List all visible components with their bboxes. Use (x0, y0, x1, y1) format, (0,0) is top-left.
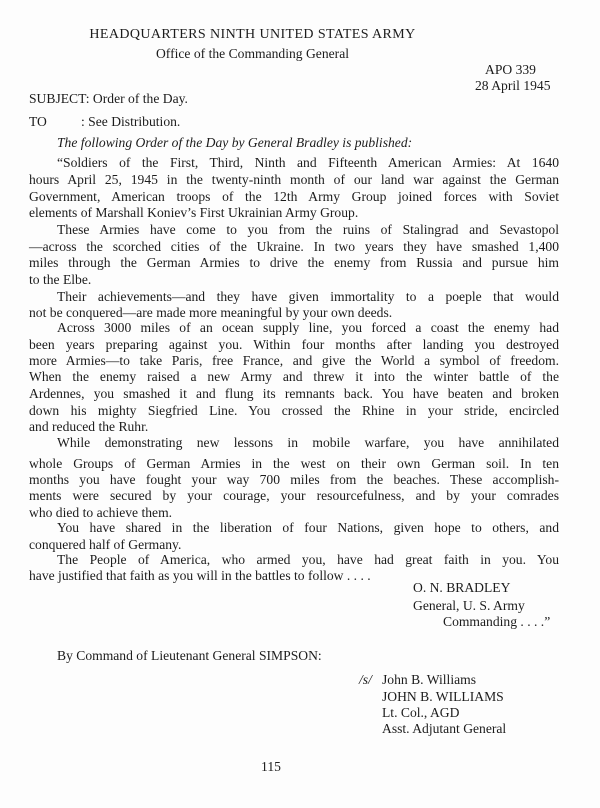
williams-signed-name: John B. Williams (382, 672, 476, 687)
williams-name: JOHN B. WILLIAMS (382, 689, 504, 704)
body-line: You have shared in the liberation of four Nations, given hope to others, and (57, 520, 559, 535)
body-line: These Armies have come to you from the ruins of Stalingrad and Sevastopol (57, 222, 559, 237)
body-line: ments were secured by your courage, your resourcefulness, and by your comrades (29, 488, 559, 503)
signed-mark: /s/ (359, 672, 372, 687)
header-date: 28 April 1945 (475, 78, 551, 93)
bradley-role: Commanding . . . .” (443, 614, 551, 629)
body-line: “Soldiers of the First, Third, Ninth and Fifteenth American Armies: At 1640 (57, 155, 559, 170)
body-line: elements of Marshall Koniev’s First Ukrainian Army Group. (29, 205, 359, 220)
body-line: miles through the German Armies to drive the enemy from Russia and pursue him (29, 255, 559, 270)
body-line: more Armies—to take Paris, free France, and give the World a symbol of freedom. (29, 353, 559, 368)
body-line: hours April 25, 1945 in the twenty-ninth month of our land war against the German (29, 172, 559, 187)
to-label: TO (29, 114, 47, 129)
body-line: Ardennes, you smashed it and flung its remnants back. You have beaten and broken (29, 386, 559, 401)
body-line: —across the scorched cities of the Ukraine. In two years they have smashed 1,400 (29, 239, 559, 254)
header-organization: HEADQUARTERS NINTH UNITED STATES ARMY (89, 27, 416, 42)
bradley-rank: General, U. S. Army (413, 598, 525, 613)
body-line: conquered half of Germany. (29, 537, 182, 552)
subject-line (29, 91, 188, 107)
body-line: and reduced the Ruhr. (29, 419, 149, 434)
body-line: whole Groups of German Armies in the west on their own German soil. In ten (29, 456, 559, 471)
body-line: not be conquered—are made more meaningful by your own deeds. (29, 305, 393, 320)
body-line: When the enemy raised a new Army and threw it into the winter battle of the (29, 369, 559, 384)
body-line: been years preparing against you. Within four months after landing you destroyed (29, 337, 559, 352)
by-command-line: By Command of Lieutenant General SIMPSON: (57, 648, 322, 663)
body-line: to the Elbe. (29, 272, 92, 287)
subject-value: Order of the Day. (92, 91, 188, 106)
header-office: Office of the Commanding General (155, 46, 350, 61)
body-line: have justified that faith as you will in the battles to follow . . . . (29, 568, 371, 583)
williams-rank: Lt. Col., AGD (382, 705, 460, 720)
to-line (29, 114, 180, 130)
body-line: Their achievements—and they have given immortality to a poeple that would (57, 289, 559, 304)
body-line: Across 3000 miles of an ocean supply line, you forced a coast the enemy had (57, 320, 559, 335)
body-line: months you have fought your way 700 miles from the beaches. These accomplish- (29, 472, 559, 487)
body-line: who died to achieve them. (29, 505, 173, 520)
body-line: While demonstrating new lessons in mobile warfare, you have annihilated (57, 435, 559, 450)
williams-title: Asst. Adjutant General (382, 721, 507, 736)
to-value: : See Distribution. (81, 114, 181, 129)
header-apo: APO 339 (485, 62, 536, 77)
bradley-name: O. N. BRADLEY (413, 580, 511, 595)
body-line: The People of America, who armed you, have had great faith in you. You (57, 552, 559, 567)
page-number: 115 (261, 759, 281, 774)
intro-text: The following Order of the Day by General Bradley is published: (57, 135, 413, 150)
subject-label: SUBJECT: (29, 91, 90, 106)
body-line: down his mighty Siegfried Line. You crossed the Rhine in your stride, encircled (29, 403, 559, 418)
body-line: Government, American troops of the 12th Army Group joined forces with Soviet (29, 189, 559, 204)
